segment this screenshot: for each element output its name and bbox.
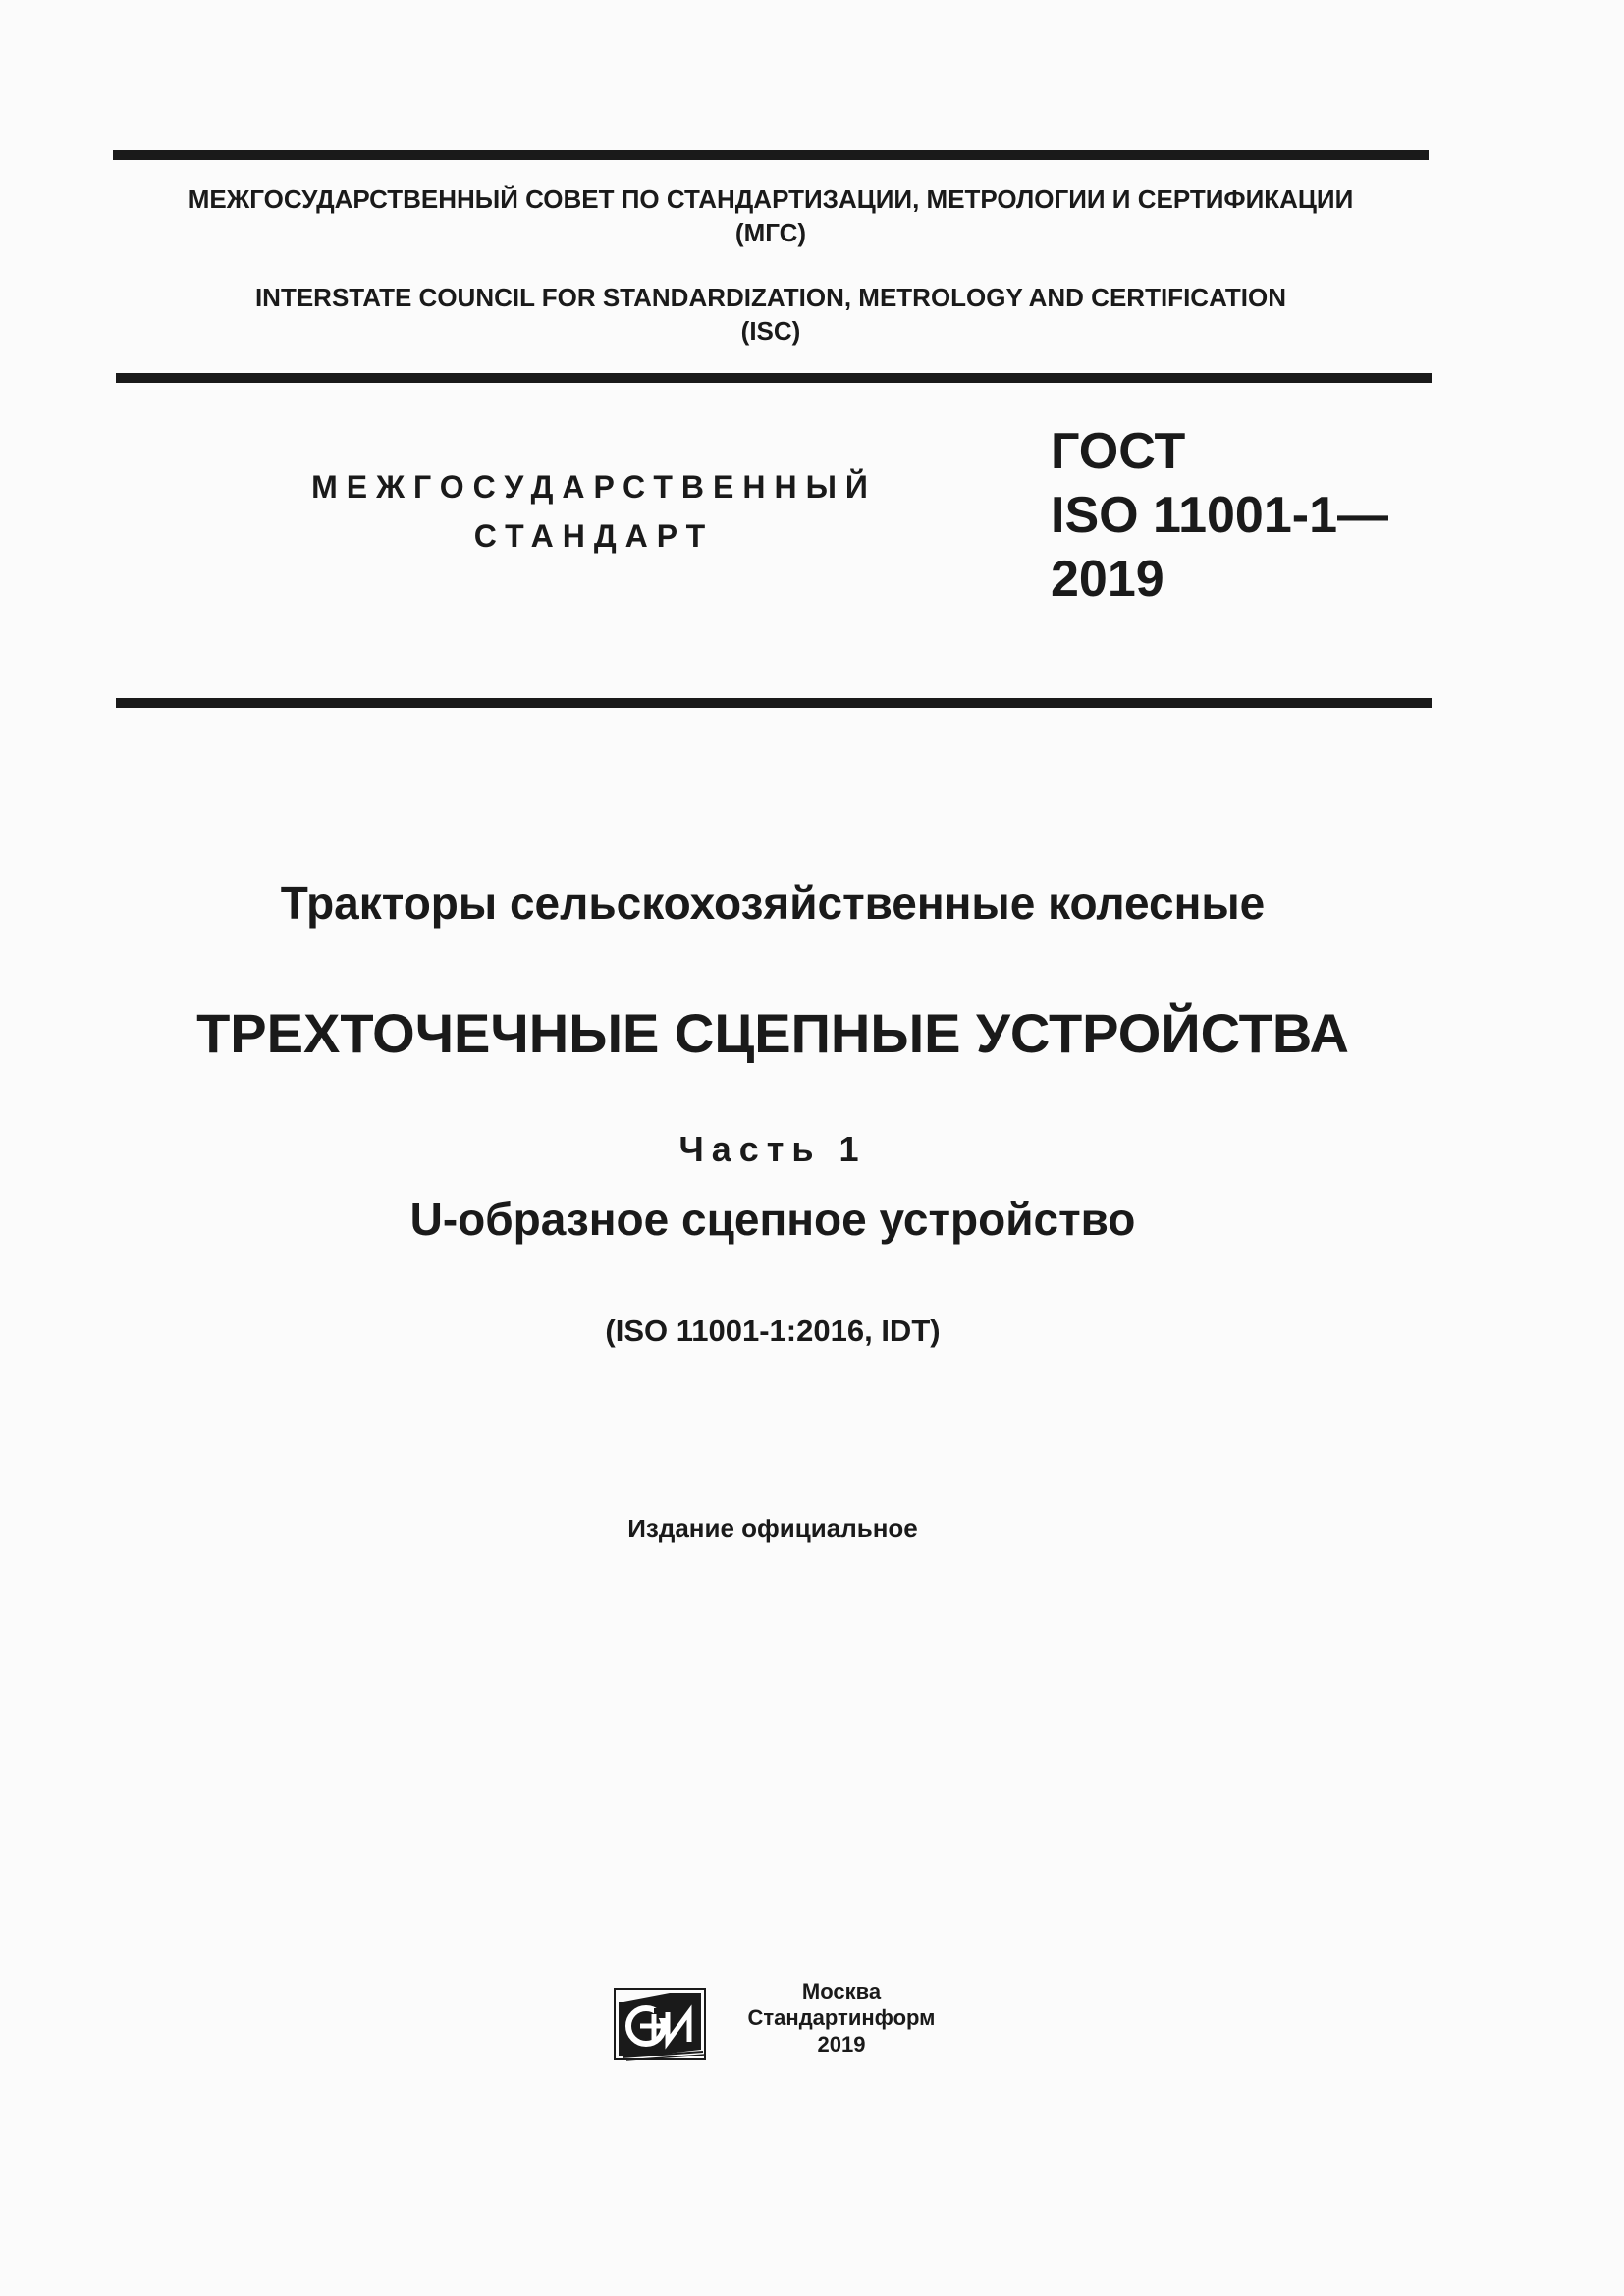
edition-note: Издание официальное xyxy=(627,1514,918,1543)
council-abbr-en: (ISC) xyxy=(740,316,801,346)
standartinform-logo-icon xyxy=(611,1985,709,2063)
standard-type-line2: СТАНДАРТ xyxy=(473,518,715,554)
gost-label: ГОСТ xyxy=(1051,423,1186,480)
part-title: U-образное сцепное устройство xyxy=(409,1194,1136,1245)
part-label: Часть 1 xyxy=(678,1129,867,1169)
document-title: Тракторы сельскохозяйственные колесные xyxy=(280,878,1266,929)
publication-year: 2019 xyxy=(817,2032,866,2056)
publisher-city: Москва xyxy=(801,1979,882,2003)
publisher-name: Стандартинформ xyxy=(747,2005,936,2030)
gost-year: 2019 xyxy=(1051,551,1164,608)
gost-number: ISO 11001-1— xyxy=(1051,487,1388,544)
middle-rule xyxy=(116,373,1432,383)
top-rule xyxy=(113,150,1429,160)
standard-type-line1: МЕЖГОСУДАРСТВЕННЫЙ xyxy=(311,469,877,505)
iso-reference: (ISO 11001-1:2016, IDT) xyxy=(605,1313,941,1348)
council-name-ru: МЕЖГОСУДАРСТВЕННЫЙ СОВЕТ ПО СТАНДАРТИЗАЦИИ, МЕТРОЛОГИИ И СЕРТИФИКАЦИИ xyxy=(188,185,1354,214)
document-subtitle: ТРЕХТОЧЕЧНЫЕ СЦЕПНЫЕ УСТРОЙСТВА xyxy=(196,1002,1349,1064)
council-abbr-ru: (МГС) xyxy=(734,218,807,247)
publisher-block xyxy=(611,1973,945,2071)
council-name-en: INTERSTATE COUNCIL FOR STANDARDIZATION, METROLOGY AND CERTIFICATION xyxy=(254,283,1287,312)
bottom-rule xyxy=(116,698,1432,708)
